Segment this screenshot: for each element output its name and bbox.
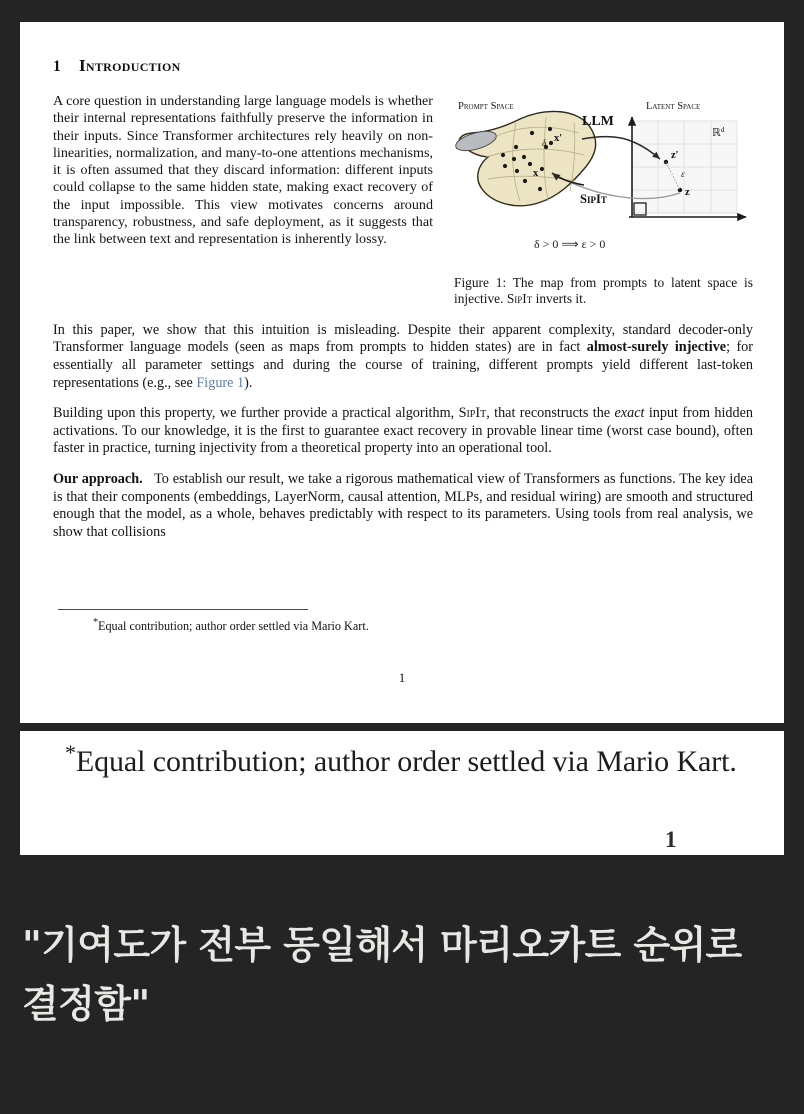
zoomed-page-number: 1 — [665, 827, 677, 852]
paper-content — [53, 56, 753, 554]
r-d-label: ℝ$^d$ — [712, 125, 725, 139]
p4-text: To establish our result, we take a rigorous mathematical view of Transformers as functions. The key idea is that their components (embeddings, LayerNorm, causal attention, MLPs, and residual wiring) are smooth and structured enough that the model, as a whole, behaves predictably with respect to its parameters. Using tools from real analysis, we show that collisions — [53, 470, 754, 540]
intro-and-figure-region — [53, 93, 753, 308]
p3-smallcaps: SipIt — [458, 405, 487, 422]
latent-space-label: Latent Space — [646, 101, 701, 112]
figure-1-svg — [454, 93, 753, 268]
zoomed-footnote-body: Equal contribution; author order settled via Mario Kart. — [75, 745, 737, 778]
paragraph-3 — [53, 405, 753, 458]
p2-bold: almost-surely injective — [586, 339, 727, 356]
zoomed-footnote-marker: * — [65, 740, 76, 765]
korean-caption: "기여도가 전부 동일해서 마리오카트 순위로 결정함" — [22, 923, 742, 1026]
p3-part2: , that reconstructs the — [486, 405, 615, 422]
epsilon-label: ε — [681, 170, 685, 180]
intro-text-column — [53, 93, 433, 249]
z-prime-label: z′ — [671, 150, 679, 161]
x-prime-label: x′ — [554, 133, 563, 144]
x-label: x — [533, 168, 539, 179]
section-number: 1 — [53, 58, 61, 75]
section-title: Introduction — [79, 56, 181, 75]
figure-column — [454, 93, 753, 308]
sipit-label: SipIt — [580, 192, 607, 206]
p3-part3: input from hidden activations. To our knowledge, it is the first to guarantee exact recovery in provable linear time (worst case bound), often faster in practice, turning injectivity from a theoretical property into an operational tool. — [53, 405, 753, 457]
intro-paragraph-text: A core question in understanding large language models is whether their internal representations faithfully preserve the information in their inputs. Since Transformer architectures rely heavily on non-linearities, normalization, and many-to-one attentions mechanisms, it is often assumed that they discard information: different inputs could collapse to the same hidden state, making exact recovery of the input impossible. This view motivates concerns around transparency, robustness, and safe deployment, as it suggests that the link between text and representation is inherently lossy. — [53, 93, 433, 248]
prompt-space-label: Prompt Space — [458, 101, 514, 112]
paragraph-2 — [53, 322, 753, 392]
p3-italic: exact — [614, 405, 645, 422]
zoomed-footnote-panel — [20, 731, 784, 855]
footnote-block — [53, 609, 753, 634]
llm-label: LLM — [582, 114, 614, 129]
footnote-divider — [58, 609, 308, 610]
figure-caption-sipit: SipIt — [506, 291, 533, 307]
p4-bold-lead: Our approach. — [53, 470, 143, 487]
page-title — [53, 56, 753, 76]
delta-label: δ — [542, 138, 547, 148]
z-label: z — [685, 187, 690, 198]
page-number: 1 — [398, 670, 406, 685]
footnote-text — [93, 615, 753, 634]
p2-part2: ; for essentially all parameter settings and during the course of training, different prompts yield different last-token representations (e.g., see — [53, 339, 753, 391]
figure-caption-text-1: The map from prompts to latent space is injective. — [454, 275, 753, 307]
paragraph-4 — [53, 471, 753, 541]
prompt-manifold — [459, 111, 595, 205]
figure-1-image — [454, 93, 753, 268]
body-paragraphs — [53, 322, 753, 542]
footnote-body: Equal contribution; author order settled via Mario Kart. — [98, 619, 369, 633]
footnote-marker: * — [93, 617, 98, 628]
p2-part3: ). — [244, 374, 253, 391]
intro-paragraph — [53, 93, 433, 249]
p3-part1: Building upon this property, we further provide a practical algorithm, — [53, 405, 459, 422]
figure-formula: δ > 0 ⟹ ε > 0 — [534, 237, 606, 251]
figure-1-caption — [454, 275, 753, 308]
zoomed-footnote-text — [65, 740, 737, 779]
figure-caption-prefix: Figure 1: — [454, 275, 507, 290]
paper-page-panel — [20, 22, 784, 723]
p2-part1: In this paper, we show that this intuition is misleading. Despite their apparent complexity, standard decoder-only Transformer language models (seen as maps from prompts to hidden states) are in fact — [53, 321, 753, 356]
latent-grid — [632, 121, 737, 213]
figure-caption-text-2: inverts it. — [535, 291, 587, 307]
figure-1-link[interactable]: Figure 1 — [196, 374, 245, 391]
